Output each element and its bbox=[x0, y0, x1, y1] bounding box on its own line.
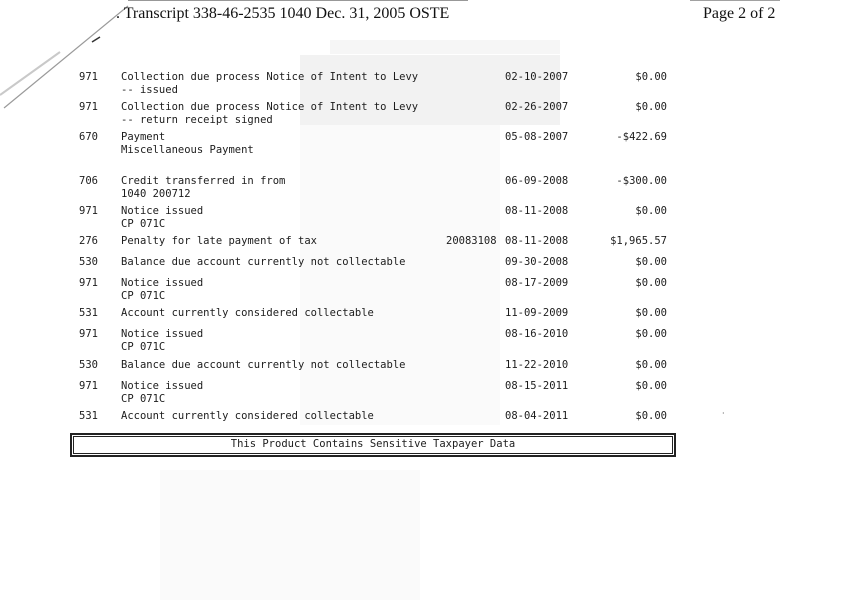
transaction-date: 08-17-2009 bbox=[505, 277, 569, 289]
transaction-description: Payment Miscellaneous Payment bbox=[121, 131, 254, 156]
bleed-through-block bbox=[160, 470, 420, 600]
cut-off-header-line bbox=[128, 0, 468, 4]
folded-corner bbox=[0, 0, 130, 110]
transaction-date: 11-09-2009 bbox=[505, 307, 569, 319]
transaction-date: 06-09-2008 bbox=[505, 175, 569, 187]
transaction-description: Notice issued CP 071C bbox=[121, 328, 204, 353]
transaction-description: Notice issued CP 071C bbox=[121, 205, 204, 230]
transaction-date: 02-10-2007 bbox=[505, 71, 569, 83]
transaction-amount: $0.00 bbox=[635, 328, 667, 340]
transaction-code: 706 bbox=[79, 175, 98, 187]
transaction-code: 530 bbox=[79, 256, 98, 268]
transaction-amount: $0.00 bbox=[635, 277, 667, 289]
transaction-date: 08-11-2008 bbox=[505, 235, 569, 247]
transaction-code: 971 bbox=[79, 328, 98, 340]
transaction-date: 09-30-2008 bbox=[505, 256, 569, 268]
transaction-description: Balance due account currently not collectable bbox=[121, 359, 406, 371]
transaction-amount: $0.00 bbox=[635, 71, 667, 83]
transaction-description: Credit transferred in from 1040 200712 bbox=[121, 175, 286, 200]
transaction-code: 971 bbox=[79, 101, 98, 113]
transaction-code: 971 bbox=[79, 277, 98, 289]
transaction-date: 05-08-2007 bbox=[505, 131, 569, 143]
sensitive-data-notice bbox=[70, 433, 676, 457]
transaction-date: 08-11-2008 bbox=[505, 205, 569, 217]
transaction-description: Account currently considered collectable bbox=[121, 307, 374, 319]
transaction-date: 08-15-2011 bbox=[505, 380, 569, 392]
transaction-code: 971 bbox=[79, 380, 98, 392]
transaction-amount: $0.00 bbox=[635, 256, 667, 268]
scan-speck: · bbox=[722, 409, 725, 418]
transaction-description: Notice issued CP 071C bbox=[121, 277, 204, 302]
transaction-amount: $0.00 bbox=[635, 359, 667, 371]
cut-off-page-line bbox=[690, 0, 780, 3]
transaction-amount: $1,965.57 bbox=[610, 235, 667, 247]
transaction-description: Collection due process Notice of Intent to Levy -- issued bbox=[121, 71, 419, 96]
transaction-date: 08-16-2010 bbox=[505, 328, 569, 340]
transaction-date: 02-26-2007 bbox=[505, 101, 569, 113]
transaction-amount: -$300.00 bbox=[616, 175, 667, 187]
transaction-cycle: 20083108 bbox=[446, 235, 497, 247]
transcript-title: . Transcript 338-46-2535 1040 Dec. 31, 2005 OSTE bbox=[116, 5, 450, 22]
transaction-code: 971 bbox=[79, 205, 98, 217]
transaction-description: Collection due process Notice of Intent to Levy -- return receipt signed bbox=[121, 101, 419, 126]
transaction-amount: $0.00 bbox=[635, 307, 667, 319]
transaction-amount: $0.00 bbox=[635, 380, 667, 392]
transaction-amount: -$422.69 bbox=[616, 131, 667, 143]
transaction-description: Account currently considered collectable bbox=[121, 410, 374, 422]
transaction-description: Notice issued CP 071C bbox=[121, 380, 204, 405]
transaction-amount: $0.00 bbox=[635, 205, 667, 217]
transaction-code: 530 bbox=[79, 359, 98, 371]
transaction-code: 531 bbox=[79, 307, 98, 319]
transaction-date: 11-22-2010 bbox=[505, 359, 569, 371]
transaction-code: 531 bbox=[79, 410, 98, 422]
transaction-amount: $0.00 bbox=[635, 101, 667, 113]
transaction-code: 971 bbox=[79, 71, 98, 83]
page-number: Page 2 of 2 bbox=[703, 5, 776, 22]
sensitive-data-notice-text: This Product Contains Sensitive Taxpayer Data bbox=[73, 436, 673, 454]
transaction-amount: $0.00 bbox=[635, 410, 667, 422]
transaction-description: Balance due account currently not collectable bbox=[121, 256, 406, 268]
transaction-code: 276 bbox=[79, 235, 98, 247]
bleed-through-block bbox=[300, 125, 500, 425]
transaction-description: Penalty for late payment of tax bbox=[121, 235, 317, 247]
bleed-through-block bbox=[330, 40, 560, 54]
transaction-code: 670 bbox=[79, 131, 98, 143]
transaction-date: 08-04-2011 bbox=[505, 410, 569, 422]
